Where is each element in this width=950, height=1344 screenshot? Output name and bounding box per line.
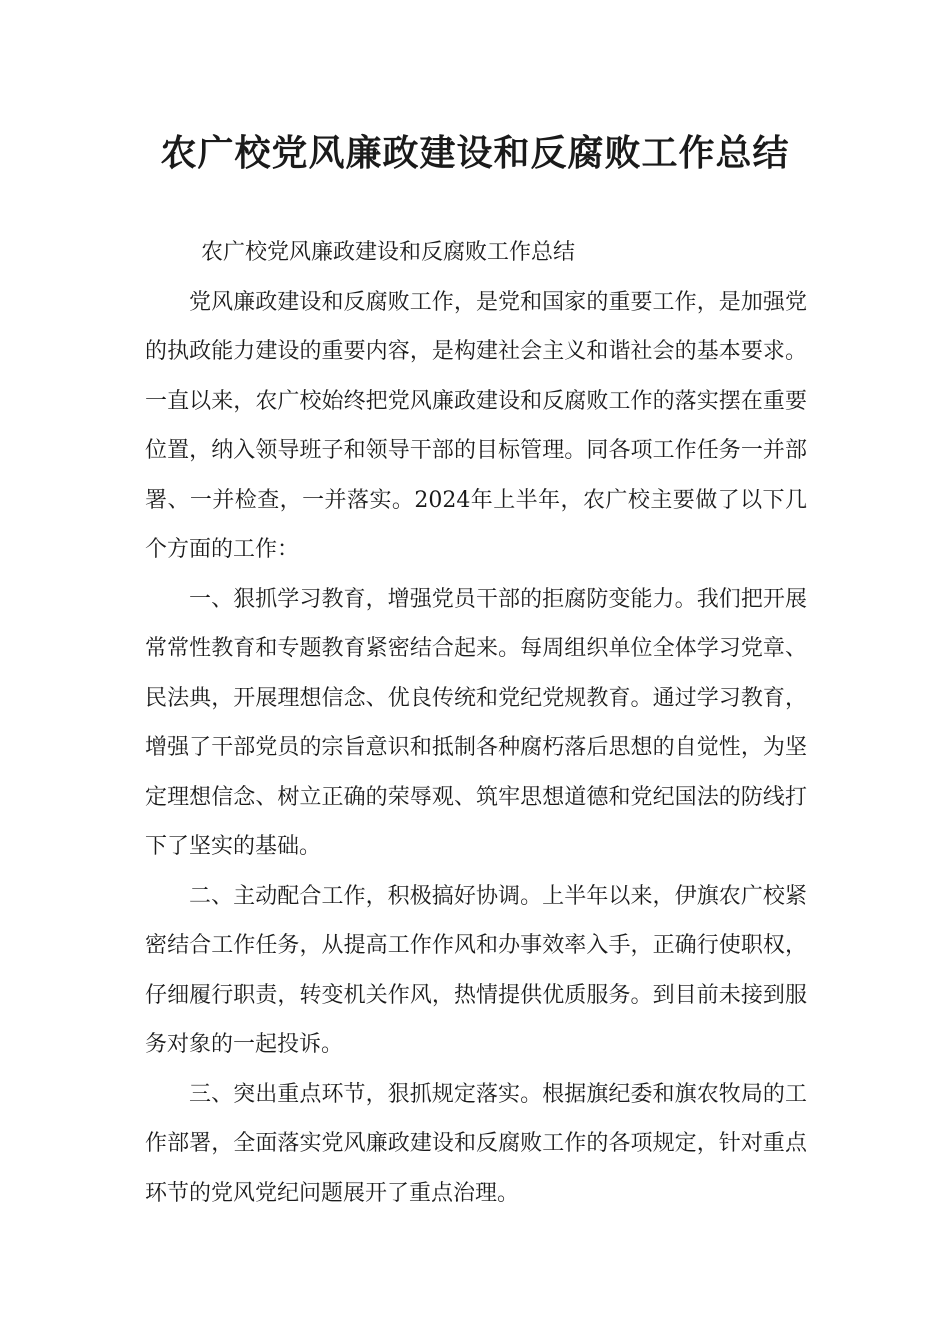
document-body: [145, 228, 807, 1218]
document-subtitle: 农广校党风廉政建设和反腐败工作总结: [201, 240, 576, 265]
paragraph-section-3: 三、突出重点环节，狠抓规定落实。根据旗纪委和旗农牧局的工作部署，全面落实党风廉政建设和反腐败工作的各项规定，针对重点环节的党风党纪问题展开了重点治理。: [145, 1081, 807, 1206]
paragraph-section-2: 二、主动配合工作，积极搞好协调。上半年以来，伊旗农广校紧密结合工作任务，从提高工作作风和办事效率入手，正确行使职权，仔细履行职责，转变机关作风，热情提供优质服务。到目前未接到服务对象的一起投诉。: [145, 883, 807, 1057]
document-title: 农广校党风廉政建设和反腐败工作总结: [160, 133, 790, 174]
paragraph-section-1: 一、狠抓学习教育，增强党员干部的拒腐防变能力。我们把开展常常性教育和专题教育紧密结合起来。每周组织单位全体学习党章、民法典，开展理想信念、优良传统和党纪党规教育。通过学习教育，增强了干部党员的宗旨意识和抵制各种腐朽落后思想的自觉性，为坚定理想信念、树立正确的荣辱观、筑牢思想道德和党纪国法的防线打下了坚实的基础。: [145, 586, 807, 859]
paragraph-intro: 党风廉政建设和反腐败工作，是党和国家的重要工作，是加强党的执政能力建设的重要内容，是构建社会主义和谐社会的基本要求。一直以来，农广校始终把党风廉政建设和反腐败工作的落实摆在重要位置，纳入领导班子和领导干部的目标管理。同各项工作任务一并部署、一并检查，一并落实。2024年上半年，农广校主要做了以下几个方面的工作：: [145, 289, 807, 562]
